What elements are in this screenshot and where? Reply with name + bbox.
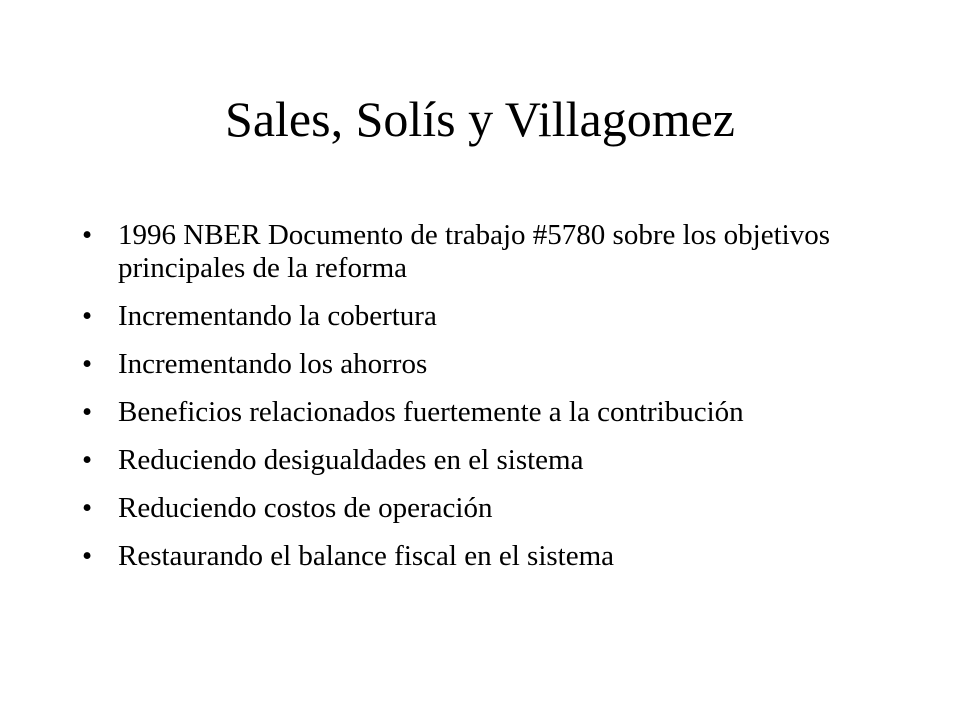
slide-title: Sales, Solís y Villagomez [225,91,735,147]
bullet-text: Restaurando el balance fiscal en el sistema [118,540,615,572]
bullet-icon: • [82,219,93,251]
bullet-text: 1996 NBER Documento de trabajo #5780 sobre los objetivos principales de la reforma [118,219,831,284]
bullet-item-3 [82,348,862,381]
bullet-text: Incrementando la cobertura [118,300,437,332]
bullet-icon: • [82,540,93,572]
bullet-text: Reduciendo desigualdades en el sistema [118,444,584,476]
bullet-icon: • [82,300,93,332]
bullet-item-7 [82,540,862,573]
bullet-text: Beneficios relacionados fuertemente a la contribución [118,396,744,428]
bullet-item-1 [82,219,862,285]
bullet-icon: • [82,492,93,524]
bullet-item-2 [82,300,862,333]
bullet-icon: • [82,444,93,476]
bullet-icon: • [82,348,93,380]
bullet-text: Incrementando los ahorros [118,348,428,380]
bullet-icon: • [82,396,93,428]
bullet-item-4 [82,396,862,429]
bullet-list [82,219,862,588]
bullet-text: Reduciendo costos de operación [118,492,493,524]
bullet-item-6 [82,492,862,525]
bullet-item-5 [82,444,862,477]
